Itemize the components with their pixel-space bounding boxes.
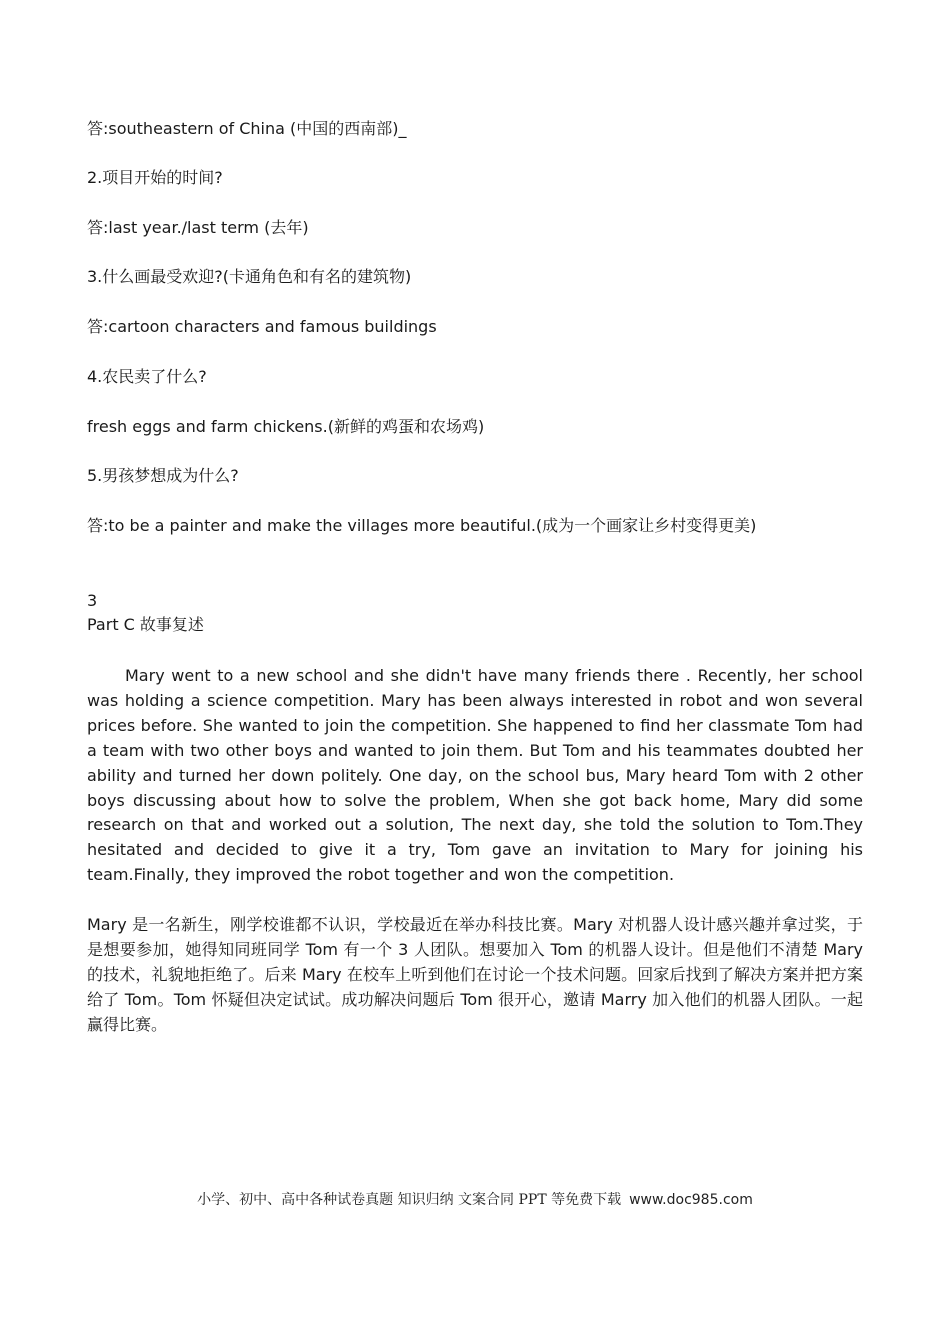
- section-title: Part C 故事复述: [87, 615, 204, 634]
- question-5: 5.男孩梦想成为什么?: [87, 466, 239, 485]
- answer-5: 答:to be a painter and make the villages more beautiful.(成为一个画家让乡村变得更美): [87, 516, 757, 535]
- question-2: 2.项目开始的时间?: [87, 168, 223, 187]
- story-chinese-paragraph: Mary 是一名新生，刚学校谁都不认识，学校最近在举办科技比赛。Mary 对机器人设计感兴趣并拿过奖，于是想要参加，她得知同班同学 Tom 有一个 3 人团队。想要加入 Tom 的机器人设计。但是他们不清楚 Mary 的技术，礼貌地拒绝了。后来 Mary 在校车上听到他们在讨论一个技术问题。回家后找到了解决方案并把方案给了 Tom。Tom 怀疑但决定试试。成功解决问题后 Tom 很开心，邀请 Marry 加入他们的机器人团队。一起赢得比赛。: [87, 915, 863, 1034]
- answer-2: 答:last year./last term (去年): [87, 218, 309, 237]
- answer-4: fresh eggs and farm chickens.(新鲜的鸡蛋和农场鸡): [87, 417, 485, 436]
- footer-url[interactable]: www.doc985.com: [629, 1192, 753, 1208]
- story-english-paragraph: Mary went to a new school and she didn't have many friends there . Recently, her school was holding a science competition. Mary has been always interested in robot and won several prices before. She wanted to join the competition. She happened to find her classmate Tom had a team with two other boys and wanted to join them. But Tom and his teammates doubted her ability and turned her down politely. One day, on the school bus, Mary heard Tom with 2 other boys discussing about how to solve the problem, When she got back home, Mary did some research on that and worked out a solution, The next day, she told the solution to Tom.They hesitated and decided to give it a try, Tom gave an invitation to Mary for joining his team.Finally, they improved the robot together and won the competition.: [87, 666, 863, 885]
- page-footer: [0, 1190, 950, 1210]
- footer-text: 小学、初中、高中各种试卷真题 知识归纳 文案合同 PPT 等免费下载: [197, 1192, 622, 1208]
- question-4: 4.农民卖了什么?: [87, 367, 207, 386]
- section-number: 3: [87, 591, 98, 610]
- answer-1: 答:southeastern of China (中国的西南部)_: [87, 119, 407, 138]
- answer-3: 答:cartoon characters and famous buildings: [87, 317, 437, 336]
- question-3: 3.什么画最受欢迎?(卡通角色和有名的建筑物): [87, 267, 412, 286]
